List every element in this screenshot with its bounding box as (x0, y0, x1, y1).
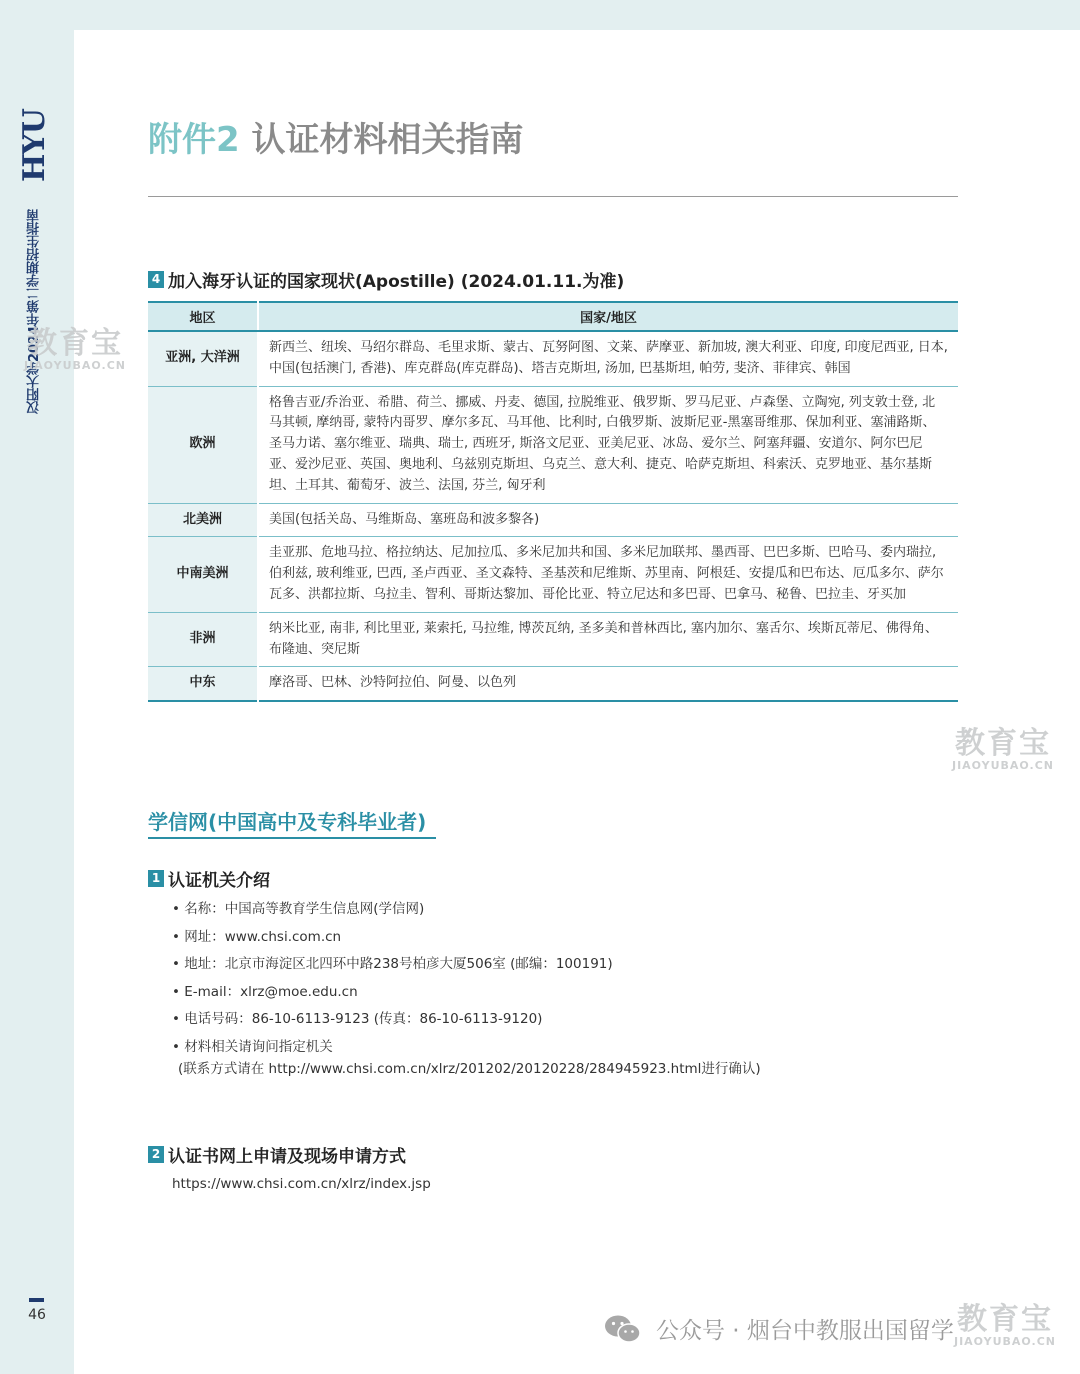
list-item: • 材料相关请询问指定机关 (172, 1038, 333, 1055)
title-divider (148, 196, 958, 197)
apply-heading (148, 1142, 406, 1167)
page-marker (29, 1298, 44, 1302)
watermark (944, 728, 1062, 772)
intro-heading-text: 认证机关介绍 (168, 871, 270, 891)
region-cell: 亚洲, 大洋洲 (148, 331, 258, 386)
apostille-heading (148, 267, 624, 292)
page-content (74, 30, 1080, 1374)
table-row (148, 503, 958, 537)
countries-cell: 摩洛哥、巴林、沙特阿拉伯、阿曼、以色列 (269, 675, 517, 691)
page-title-accent: 附件2 (148, 120, 240, 160)
xuexin-underline (148, 837, 436, 839)
watermark-logo: 教育宝 (955, 726, 1051, 761)
region-cell: 欧洲 (148, 386, 258, 503)
countries-cell: 美国(包括关岛、马维斯岛、塞班岛和波多黎各) (258, 503, 958, 537)
apply-heading-text: 认证书网上申请及现场申请方式 (168, 1147, 406, 1167)
region-cell: 中南美洲 (148, 537, 258, 612)
table-row (148, 612, 958, 667)
table-row (148, 537, 958, 612)
region-cell: 北美洲 (148, 503, 258, 537)
table-row (148, 331, 958, 386)
list-item: • 网址：www.chsi.com.cn (172, 928, 342, 945)
region-cell: 非洲 (148, 612, 258, 667)
watermark (946, 1304, 1064, 1348)
footer-credit (604, 1312, 954, 1345)
watermark-logo: 教育宝 (957, 1302, 1053, 1337)
list-item: • 电话号码：86-10-6113-9123 (传真：86-10-6113-9120) (172, 1011, 543, 1027)
countries-cell: 纳米比亚, 南非, 利比里亚, 莱索托, 马拉维, 博茨瓦纳, 圣多美和普林西比, 塞内加尔、塞舌尔、埃斯瓦蒂尼、佛得角、布隆迪、突尼斯 (258, 612, 958, 667)
watermark-url: JIAOYUBAO.CN (953, 1335, 1057, 1348)
column-header-countries: 国家/地区 (258, 302, 958, 331)
section-number-badge: 1 (148, 870, 164, 887)
agency-info-list (172, 898, 761, 1085)
sidebar (0, 0, 74, 1374)
section-number-badge: 2 (148, 1146, 164, 1163)
page-number: 46 (28, 1307, 46, 1323)
countries-cell: 格鲁吉亚/乔治亚、希腊、荷兰、挪威、丹麦、德国, 拉脱维亚、俄罗斯、罗马尼亚、卢森堡、立陶宛, 列支敦士登, 北马其顿, 摩纳哥, 蒙特内哥罗、摩尔多瓦、马耳他、比利时, 白俄罗斯、波斯尼亚-黑塞哥维那、保加利亚、塞浦路斯、圣马力诺、塞尔维亚、瑞典、瑞士, 西班牙, 斯洛文尼亚、亚美尼亚、冰岛、爱尔兰、阿塞拜疆、安道尔、阿尔巴尼亚、爱沙尼亚、英国、奥地利、乌兹别克斯坦、乌克兰、意大利、捷克、哈萨克斯坦、科索沃、克罗地亚、基尔基斯坦、土耳其、葡萄牙、波兰、法国, 芬兰, 匈牙利 (258, 386, 958, 503)
section-number-badge: 4 (148, 271, 164, 288)
column-header-region: 地区 (148, 302, 258, 331)
sidebar-title: 汉阳大学2024年第二学期招生指南 (27, 208, 42, 414)
list-item: • E-mail：xlrz@moe.edu.cn (172, 983, 358, 1000)
region-cell: 中东 (148, 667, 258, 701)
table-row (148, 386, 958, 503)
intro-heading (148, 866, 270, 891)
hyu-logo: HYU (17, 109, 52, 182)
page-title-rest: 认证材料相关指南 (239, 120, 524, 160)
page-title (148, 112, 524, 161)
watermark (16, 328, 134, 372)
apply-url-link[interactable]: https://www.chsi.com.cn/xlrz/index.jsp (172, 1176, 431, 1192)
list-item: • 地址：北京市海淀区北四环中路238号柏彦大厦506室 (邮编：100191) (172, 956, 613, 972)
watermark-logo: 教育宝 (27, 326, 123, 361)
apostille-table (148, 301, 958, 702)
countries-cell: 新西兰、纽埃、马绍尔群岛、毛里求斯、蒙古、瓦努阿图、文莱、萨摩亚、新加坡, 澳大利亚、印度, 印度尼西亚, 日本, 中国(包括澳门, 香港)、库克群岛(库克群岛)、塔吉克斯坦, 汤加, 巴基斯坦, 帕劳, 斐济、菲律宾、韩国 (258, 331, 958, 386)
list-item-note: (联系方式请在 http://www.chsi.com.cn/xlrz/201202/20120228/284945923.html进行确认) (178, 1060, 761, 1077)
watermark-url: JIAOYUBAO.CN (23, 359, 127, 372)
apostille-heading-text: 加入海牙认证的国家现状(Apostille) (2024.01.11.为准) (168, 272, 625, 292)
table-header-row (148, 302, 958, 331)
footer-credit-text: 公众号 · 烟台中教服出国留学 (656, 1318, 954, 1344)
countries-cell: 圭亚那、危地马拉、格拉纳达、尼加拉瓜、多米尼加共和国、多米尼加联邦、墨西哥、巴巴多斯、巴哈马、委内瑞拉, 伯利兹, 玻利维亚, 巴西, 圣卢西亚、圣文森特、圣基茨和尼维斯、苏里南、阿根廷、安提瓜和巴布达、厄瓜多尔、萨尔瓦多、洪都拉斯、乌拉圭、智利、哥斯达黎加、哥伦比亚、特立尼达和多巴哥、巴拿马、秘鲁、巴拉圭、牙买加 (258, 537, 958, 612)
table-row (148, 667, 958, 701)
wechat-icon (604, 1314, 642, 1344)
xuexin-heading: 学信网(中国高中及专科毕业者) (148, 810, 427, 834)
watermark-url: JIAOYUBAO.CN (951, 759, 1055, 772)
list-item: • 名称：中国高等教育学生信息网(学信网) (172, 901, 425, 917)
